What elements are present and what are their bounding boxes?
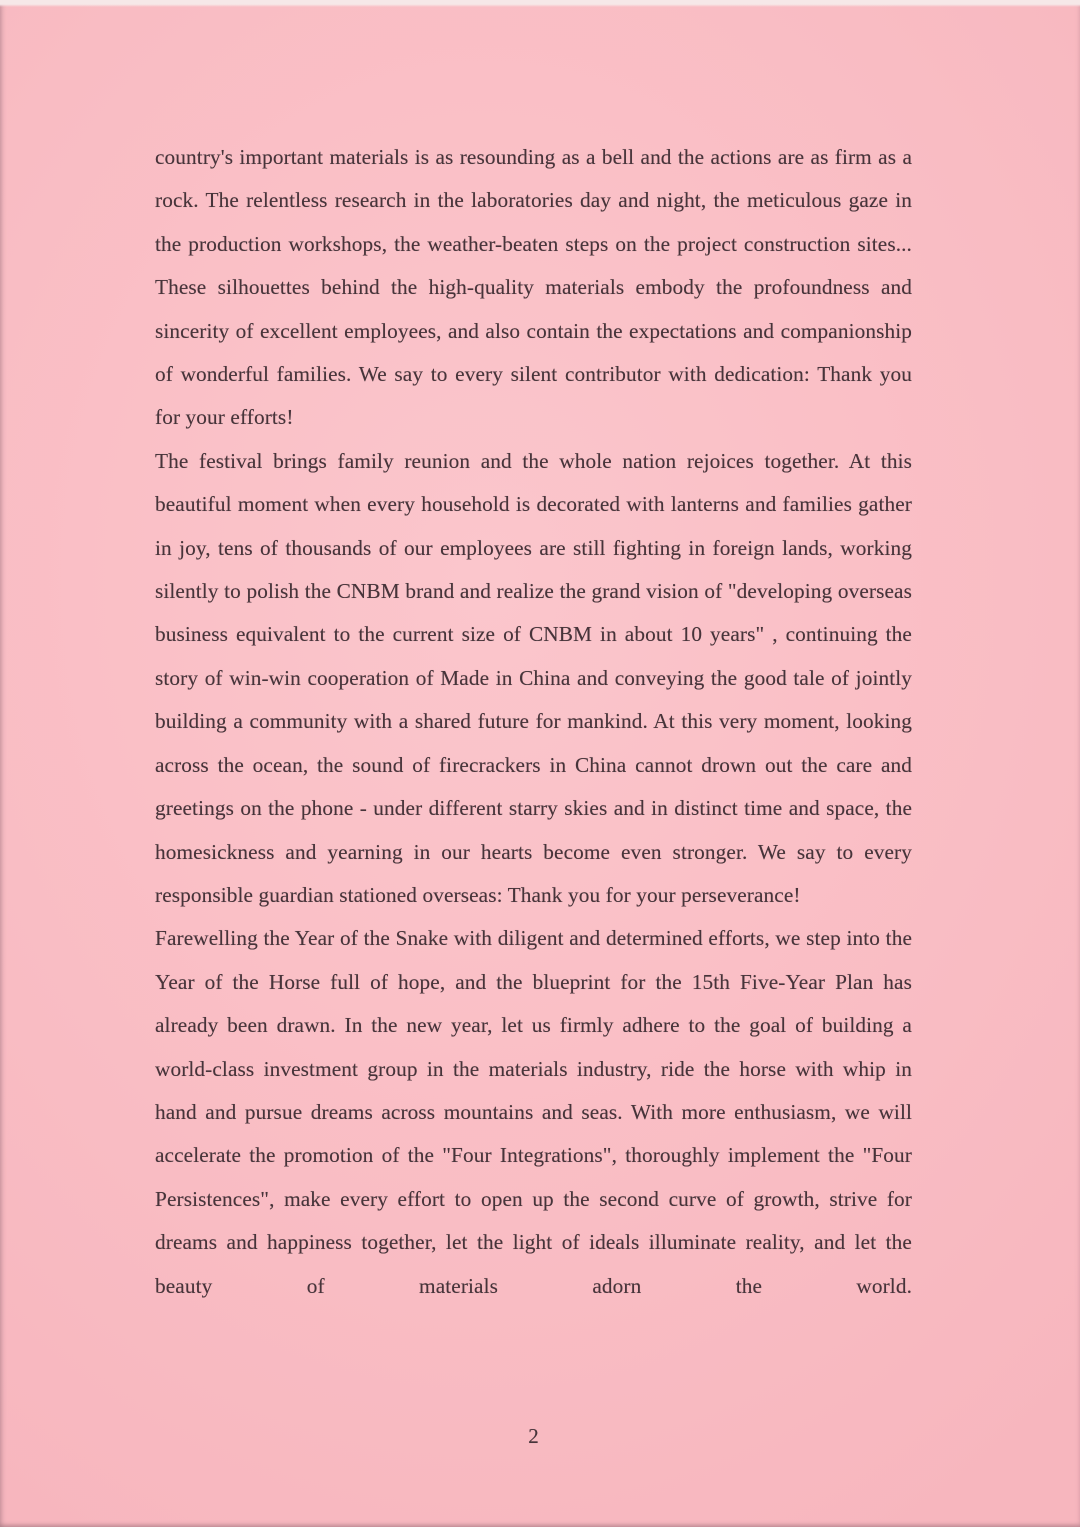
paragraph: The festival brings family reunion and the whole nation rejoices together. At this beautiful moment when every household is decorated with lanterns and families gather in joy, tens of thousands of our employees are still fighting in foreign lands, working silently to polish the CNBM brand and realize the grand vision of "developing overseas business equivalent to the current size of CNBM in about 10 years" , continuing the story of win-win cooperation of Made in China and conveying the good tale of jointly building a community with a shared future for mankind. At this very moment, looking across the ocean, the sound of firecrackers in China cannot drown out the care and greetings on the phone - under different starry skies and in distinct time and space, the homesickness and yearning in our hearts become even stronger. We say to every responsible guardian stationed overseas: Thank you for your perseverance! bbox=[155, 448, 912, 907]
paragraph: country's important materials is as resounding as a bell and the actions are as firm as a rock. The relentless research in the laboratories day and night, the meticulous gaze in the production workshops, the weather-beaten steps on the project construction sites... These silhouettes behind the high-quality materials embody the profoundness and sincerity of excellent employees, and also contain the expectations and companionship of wonderful families. We say to every silent contributor with dedication: Thank you for your efforts! bbox=[155, 145, 912, 430]
paragraph: Farewelling the Year of the Snake with diligent and determined efforts, we step into the Year of the Horse full of hope, and the blueprint for the 15th Five-Year Plan has already been drawn. In the new year, let us firmly adhere to the goal of building a world-class investment group in the materials industry, ride the horse with whip in hand and pursue dreams across mountains and seas. With more enthusiasm, we will accelerate the promotion of the "Four Integrations", thoroughly implement the "Four Persistences", make every effort to open up the second curve of growth, strive for dreams and happiness together, let the light of ideals illuminate reality, and let the beauty of materials adorn the world. bbox=[155, 926, 912, 1298]
page-top-edge bbox=[0, 0, 1080, 7]
letter-body bbox=[155, 136, 912, 1351]
page-number: 2 bbox=[528, 1424, 539, 1448]
